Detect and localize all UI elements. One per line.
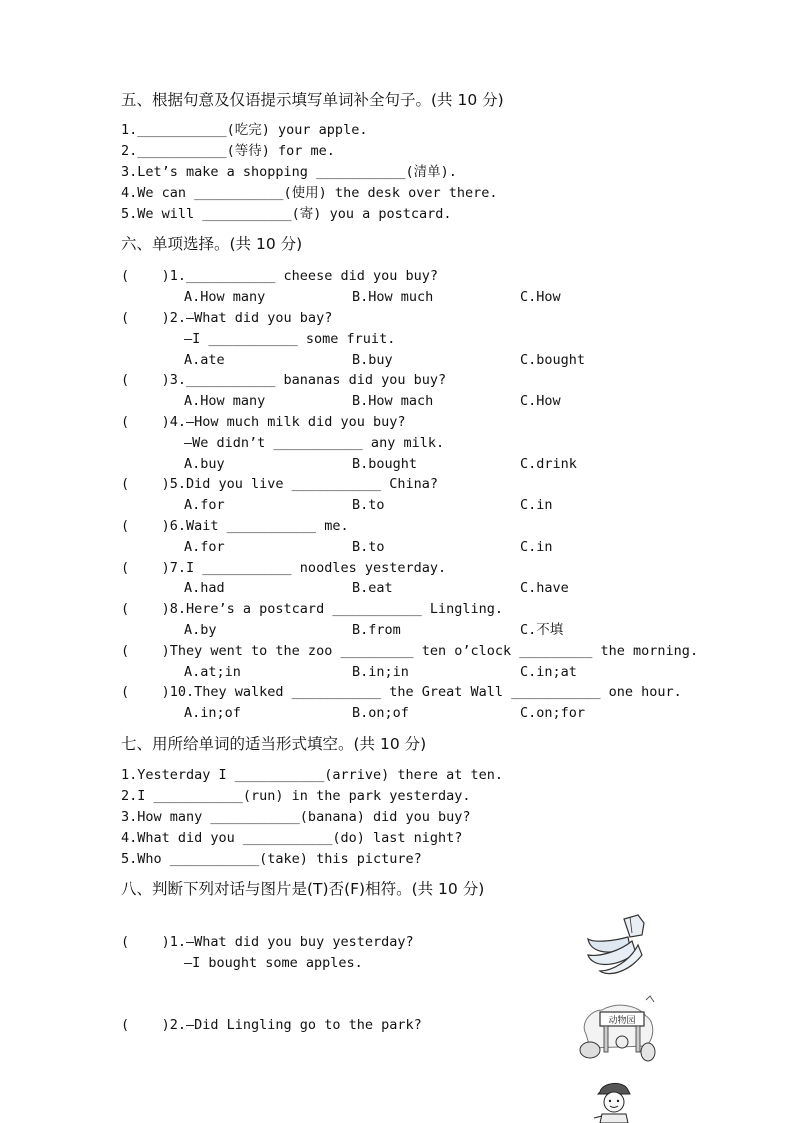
- q8-option-b: B.from: [352, 622, 401, 638]
- s7-line-2: 2.I ___________(run) in the park yesterday.: [121, 788, 471, 804]
- q4-stem-line2: —We didn’t ___________ any milk.: [184, 435, 445, 451]
- q1-stem: ( )1.___________ cheese did you buy?: [121, 268, 438, 284]
- q8-stem: ( )8.Here’s a postcard ___________ Lingling.: [121, 601, 504, 617]
- q9-option-c: C.in;at: [520, 664, 577, 680]
- q6-option-c: C.in: [520, 539, 553, 555]
- s7-line-5: 5.Who ___________(take) this picture?: [121, 851, 422, 867]
- s8-q1-line2: —I bought some apples.: [184, 955, 363, 971]
- q7-option-a: A.had: [184, 580, 225, 596]
- q7-stem: ( )7.I ___________ noodles yesterday.: [121, 560, 447, 576]
- s5-line-1: 1.___________(吃完) your apple.: [121, 122, 368, 138]
- q2-option-b: B.buy: [352, 352, 393, 368]
- s5-line-3: 3.Let’s make a shopping ___________(清单).: [121, 164, 457, 180]
- s7-line-1: 1.Yesterday I ___________(arrive) there at ten.: [121, 767, 504, 783]
- q9-option-b: B.in;in: [352, 664, 409, 680]
- q1-option-a: A.How many: [184, 289, 266, 305]
- q9-stem: ( )They went to the zoo _________ ten o’clock _________ the morning.: [121, 643, 699, 659]
- s5-line-2: 2.___________(等待) for me.: [121, 143, 335, 159]
- q8-option-c: C.不填: [520, 622, 564, 638]
- q7-option-c: C.have: [520, 580, 569, 596]
- q5-option-b: B.to: [352, 497, 385, 513]
- q6-stem: ( )6.Wait ___________ me.: [121, 518, 349, 534]
- q4-option-a: A.buy: [184, 456, 225, 472]
- boy-picture: [592, 1078, 636, 1123]
- q3-option-c: C.How: [520, 393, 561, 409]
- section5-title: 五、根据句意及仅语提示填写单词补全句子。(共 10 分): [121, 91, 504, 109]
- q2-option-c: C.bought: [520, 352, 586, 368]
- q2-stem-line2: —I ___________ some fruit.: [184, 331, 396, 347]
- s8-q2-stem: ( )2.—Did Lingling go to the park?: [121, 1017, 422, 1033]
- q6-option-b: B.to: [352, 539, 385, 555]
- q10-option-b: B.on;of: [352, 705, 409, 721]
- q7-option-b: B.eat: [352, 580, 393, 596]
- q10-option-c: C.on;for: [520, 705, 586, 721]
- zoo-sign-text: 动物园: [608, 1016, 636, 1026]
- q5-stem: ( )5.Did you live ___________ China?: [121, 476, 438, 492]
- s5-line-5: 5.We will ___________(寄) you a postcard.: [121, 206, 452, 222]
- q2-option-a: A.ate: [184, 352, 225, 368]
- banana-picture: [584, 911, 656, 977]
- q8-option-a: A.by: [184, 622, 217, 638]
- q2-stem: ( )2.—What did you bay?: [121, 310, 333, 326]
- section7-title: 七、用所给单词的适当形式填空。(共 10 分): [121, 735, 427, 753]
- q9-option-a: A.at;in: [184, 664, 241, 680]
- q1-option-b: B.How much: [352, 289, 434, 305]
- section6-title: 六、单项选择。(共 10 分): [121, 235, 303, 253]
- zoo-picture: [576, 994, 660, 1070]
- q6-option-a: A.for: [184, 539, 225, 555]
- q5-option-c: C.in: [520, 497, 553, 513]
- q4-option-b: B.bought: [352, 456, 418, 472]
- s7-line-4: 4.What did you ___________(do) last night?: [121, 830, 463, 846]
- s5-line-4: 4.We can ___________(使用) the desk over there.: [121, 185, 498, 201]
- s7-line-3: 3.How many ___________(banana) did you buy?: [121, 809, 471, 825]
- q1-option-c: C.How: [520, 289, 561, 305]
- q5-option-a: A.for: [184, 497, 225, 513]
- q3-option-a: A.How many: [184, 393, 266, 409]
- q10-stem: ( )10.They walked ___________ the Great Wall ___________ one hour.: [121, 684, 682, 700]
- q4-stem: ( )4.—How much milk did you buy?: [121, 414, 406, 430]
- s8-q1-stem: ( )1.—What did you buy yesterday?: [121, 934, 414, 950]
- q4-option-c: C.drink: [520, 456, 577, 472]
- q3-option-b: B.How mach: [352, 393, 434, 409]
- q10-option-a: A.in;of: [184, 705, 241, 721]
- section8-title: 八、判断下列对话与图片是(T)否(F)相符。(共 10 分): [121, 880, 485, 898]
- q3-stem: ( )3.___________ bananas did you buy?: [121, 372, 447, 388]
